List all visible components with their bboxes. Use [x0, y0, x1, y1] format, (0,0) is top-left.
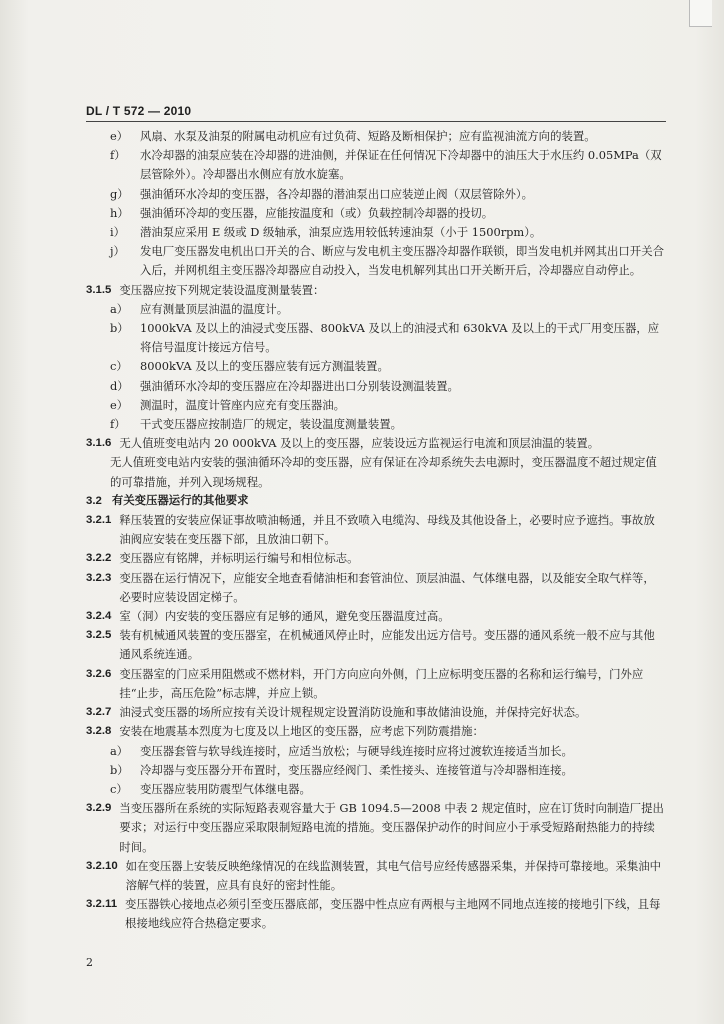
clause-3-2-2: 3.2.2 变压器应有铭牌，并标明运行编号和相位标志。 [86, 551, 359, 566]
document-body [86, 127, 666, 934]
paragraph: 无人值班变电站内安装的强油循环冷却的变压器，应有保证在冷却系统失去电源时，变压器温度不超过规定值的可靠措施，并列入现场规程。 [110, 455, 657, 489]
section-title-3-2: 3.2 有关变压器运行的其他要求 [86, 494, 249, 507]
clause-3-2-8: 3.2.8 安装在地震基本烈度为七度及以上地区的变压器，应考虑下列防震措施： [86, 724, 484, 739]
clause-3-2-3: 3.2.3 变压器在运行情况下，应能安全地查看储油柜和套管油位、顶层油温、气体继电器，以及能安全取气样等，必要时应装设固定梯子。 [86, 570, 655, 604]
clause-3-2-1: 3.2.1 释压装置的安装应保证事故喷油畅通，并且不致喷入电缆沟、母线及其他设备上，必要时应予遮挡。事故放油阀应安装在变压器下部，且放油口朝下。 [86, 513, 655, 547]
list-item: e） 风扇、水泵及油泵的附属电动机应有过负荷、短路及断相保护；应有监视油流方向的装置。 [110, 129, 596, 143]
list-item: j） 发电厂变压器发电机出口开关的合、断应与发电机主变压器冷却器作联锁，即当发电机并网其出口开关合入后，并网机组主变压器冷却器应自动投入，当发电机解列其出口开关断开后，冷却器应自动停止。 [110, 244, 664, 278]
list-item: b） 冷却器与变压器分开布置时，变压器应经阀门、柔性接头、连接管道与冷却器相连接。 [110, 762, 573, 777]
header-rule [86, 121, 666, 122]
clause-3-2-7: 3.2.7 油浸式变压器的场所应按有关设计规程规定设置消防设施和事故储油设施，并保持完好状态。 [86, 705, 587, 720]
list-item: c） 变压器应装用防震型气体继电器。 [110, 781, 311, 796]
list-item: h） 强油循环冷却的变压器，应能按温度和（或）负载控制冷却器的投切。 [110, 205, 494, 220]
clause-3-2-11: 3.2.11 变压器铁心接地点必须引至变压器底部，变压器中性点应有两根与主地网不同地点连接的接地引下线，且每根接地线应符合热稳定要求。 [86, 897, 661, 931]
clause-3-1-6: 3.1.6 无人值班变电站内 20 000kVA 及以上的变压器，应装设远方监视运行电流和顶层油温的装置。 [86, 436, 600, 451]
clause-3-2-4: 3.2.4 室（洞）内安装的变压器应有足够的通风，避免变压器温度过高。 [86, 609, 450, 624]
list-item: b） 1000kVA 及以上的油浸式变压器、800kVA 及以上的油浸式和 630kVA 及以上的干式厂用变压器，应将信号温度计接远方信号。 [110, 321, 660, 355]
clause-3-2-6: 3.2.6 变压器室的门应采用阻燃或不燃材料，开门方向应向外侧，门上应标明变压器的名称和运行编号，门外应挂“止步，高压危险”标志牌，并应上锁。 [86, 666, 644, 700]
page-corner-mark [689, 0, 712, 27]
list-item: e） 测温时，温度计管座内应充有变压器油。 [110, 397, 346, 412]
list-item: a） 变压器套管与软导线连接时，应适当放松；与硬导线连接时应将过渡软连接适当加长。 [110, 743, 573, 758]
list-item: f） 水冷却器的油泵应装在冷却器的进油侧，并保证在任何情况下冷却器中的油压大于水压约 0.05MPa（双层管除外）。冷却器出水侧应有放水旋塞。 [110, 148, 662, 182]
clause-3-1-5: 3.1.5 变压器应按下列规定装设温度测量装置： [86, 282, 325, 297]
clause-3-2-10: 3.2.10 如在变压器上安装反映绝缘情况的在线监测装置，其电气信号应经传感器采集，并保持可靠接地。采集油中溶解气样的装置，应具有良好的密封性能。 [86, 858, 662, 892]
list-item: f） 干式变压器应按制造厂的规定，装设温度测量装置。 [110, 417, 402, 432]
list-item: i） 潜油泵应采用 E 级或 D 级轴承，油泵应选用较低转速油泵（小于 1500rpm）。 [110, 225, 542, 240]
page-number: 2 [86, 956, 93, 969]
list-item: a） 应有测量顶层油温的温度计。 [110, 301, 289, 316]
clause-3-2-9: 3.2.9 当变压器所在系统的实际短路表观容量大于 GB 1094.5—2008 中表 2 规定值时，应在订货时向制造厂提出要求；对运行中变压器应采取限制短路电流的措施。变压器保护动作的时间应小于承受短路耐热能力的持续时间。 [86, 801, 664, 854]
clause-3-2-5: 3.2.5 装有机械通风装置的变压器室，在机械通风停止时，应能发出远方信号。变压器的通风系统一般不应与其他通风系统连通。 [86, 628, 655, 662]
list-item: c） 8000kVA 及以上的变压器应装有远方测温装置。 [110, 359, 389, 374]
list-item: d） 强油循环水冷却的变压器应在冷却器进出口分别装设测温装置。 [110, 378, 459, 393]
standard-code-header: DL / T 572 — 2010 [86, 104, 192, 118]
list-item: g） 强油循环水冷却的变压器，各冷却器的潜油泵出口应装逆止阀（双层管除外）。 [110, 186, 533, 201]
